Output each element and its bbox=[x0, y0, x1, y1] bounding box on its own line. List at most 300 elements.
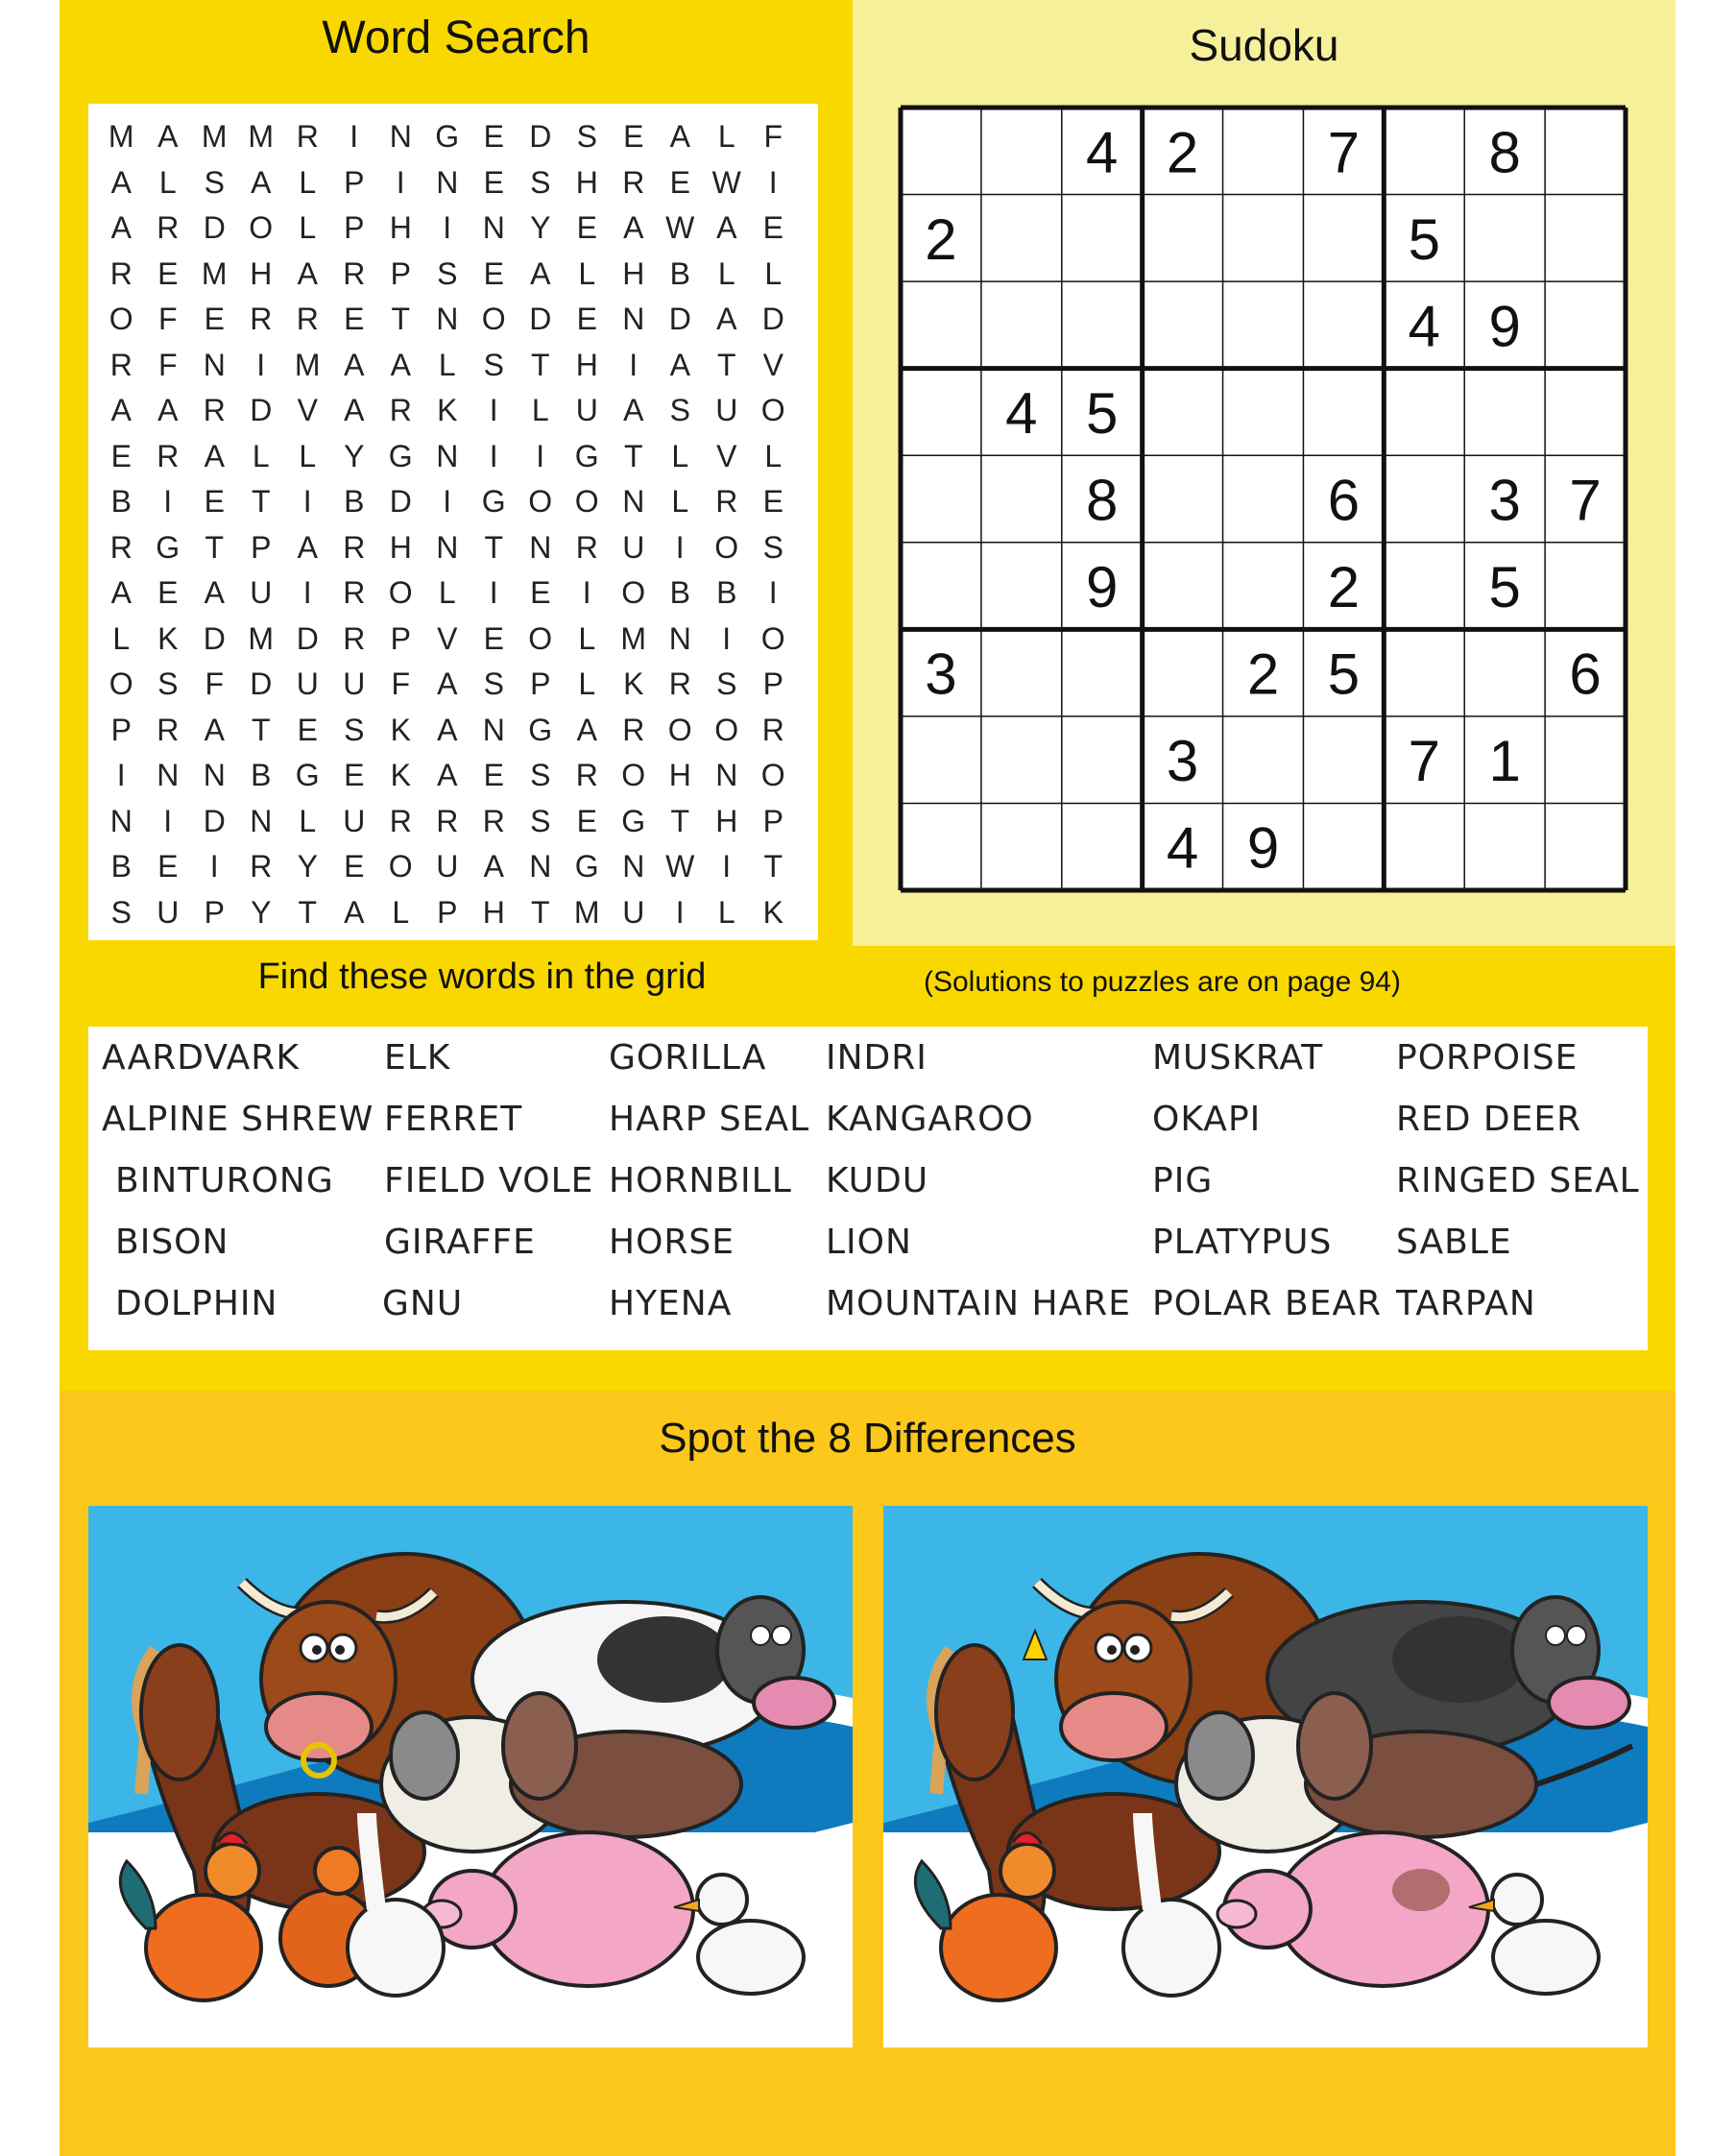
sudoku-cell[interactable] bbox=[1306, 198, 1381, 279]
word-search-letter: T bbox=[530, 894, 550, 930]
word-search-letter: O bbox=[108, 302, 133, 336]
word-search-letter: R bbox=[761, 712, 784, 747]
sudoku-cell[interactable] bbox=[904, 545, 978, 627]
sudoku-given-digit: 2 bbox=[1246, 642, 1280, 707]
word-search-letter: H bbox=[389, 210, 412, 245]
word-search-letter: S bbox=[110, 894, 132, 930]
word-search-letter: I bbox=[302, 575, 312, 610]
sudoku-cell[interactable] bbox=[1467, 198, 1542, 279]
sudoku-cell[interactable] bbox=[984, 284, 1059, 366]
sudoku-cell[interactable] bbox=[1065, 198, 1140, 279]
word-search-letter: H bbox=[622, 255, 645, 291]
word-list-item: RINGED SEAL bbox=[1396, 1161, 1640, 1200]
word-search-letter: P bbox=[762, 803, 783, 838]
word-search-letter: S bbox=[437, 255, 458, 291]
word-search-letter: M bbox=[248, 620, 275, 656]
word-search-letter: A bbox=[297, 255, 318, 291]
sudoku-cell[interactable] bbox=[1065, 284, 1140, 366]
word-search-letter: A bbox=[530, 255, 551, 291]
word-search-letter: F bbox=[157, 347, 178, 382]
word-search-letter: I bbox=[163, 803, 173, 838]
word-search-letter: E bbox=[204, 302, 225, 336]
word-search-letter: P bbox=[390, 255, 411, 291]
word-search-letter: L bbox=[299, 438, 317, 473]
word-search-letter: Y bbox=[530, 210, 551, 245]
word-search-letter: I bbox=[768, 164, 778, 200]
word-list-item: POLAR BEAR bbox=[1152, 1284, 1383, 1323]
sudoku-cell[interactable] bbox=[984, 110, 1059, 192]
word-search-letter: Y bbox=[297, 849, 318, 884]
word-search-letter: N bbox=[529, 529, 552, 565]
word-search-letter: R bbox=[575, 529, 598, 565]
sudoku-given-digit: 8 bbox=[1488, 120, 1521, 185]
word-search-letter: A bbox=[623, 210, 644, 245]
word-search-letter: V bbox=[297, 393, 318, 427]
word-search-letter: A bbox=[157, 393, 179, 427]
word-search-letter: L bbox=[578, 666, 596, 701]
sudoku-cell[interactable] bbox=[1306, 372, 1381, 453]
word-search-letter: H bbox=[250, 255, 273, 291]
word-search-letter: R bbox=[109, 255, 133, 291]
word-search-letter: P bbox=[762, 666, 783, 701]
word-search-letter: E bbox=[157, 575, 179, 610]
word-search-letter: A bbox=[110, 393, 132, 427]
word-search-letter: I bbox=[489, 438, 498, 473]
sudoku-cell[interactable] bbox=[1226, 545, 1301, 627]
word-list-item: KUDU bbox=[826, 1161, 929, 1200]
word-search-letter: U bbox=[250, 575, 273, 610]
word-search-letter: O bbox=[667, 712, 692, 747]
word-search-letter: S bbox=[530, 803, 551, 838]
word-search-letter: D bbox=[529, 302, 552, 336]
word-search-letter: R bbox=[343, 575, 366, 610]
word-search-letter: A bbox=[623, 393, 644, 427]
word-search-letter: U bbox=[157, 894, 180, 930]
word-search-letter: E bbox=[483, 758, 504, 792]
sudoku-given-digit: 5 bbox=[1408, 206, 1440, 272]
word-list-item: DOLPHIN bbox=[115, 1284, 278, 1323]
word-search-letter: B bbox=[669, 255, 690, 291]
word-search-letter: E bbox=[762, 484, 783, 519]
word-search-letter: E bbox=[762, 210, 783, 245]
sudoku-cell[interactable] bbox=[1386, 632, 1461, 714]
word-search-letter: N bbox=[529, 849, 552, 884]
sudoku-cell[interactable] bbox=[1065, 806, 1140, 887]
sudoku-cell[interactable] bbox=[1226, 284, 1301, 366]
word-search-letter: A bbox=[344, 347, 365, 382]
word-search-letter: A bbox=[576, 712, 597, 747]
word-search-letter: L bbox=[438, 575, 456, 610]
word-search-letter: A bbox=[344, 894, 365, 930]
word-search-row bbox=[98, 478, 797, 524]
word-list-item: MUSKRAT bbox=[1152, 1038, 1324, 1078]
word-search-letter: U bbox=[436, 849, 459, 884]
word-search-letter: L bbox=[299, 803, 317, 838]
word-search-letter: R bbox=[482, 803, 505, 838]
word-search-letter: E bbox=[483, 620, 504, 656]
sudoku-grid bbox=[897, 104, 1629, 894]
word-search-letter: L bbox=[764, 255, 783, 291]
sudoku-cell[interactable] bbox=[984, 458, 1059, 540]
sudoku-given-digit: 5 bbox=[1327, 642, 1361, 707]
word-list-item: KANGAROO bbox=[826, 1100, 1034, 1139]
word-search-letter: R bbox=[715, 484, 738, 519]
word-search-letter: R bbox=[203, 393, 226, 427]
sudoku-given-digit: 4 bbox=[1166, 815, 1199, 881]
sudoku-cell[interactable] bbox=[1386, 372, 1461, 453]
word-search-letter: P bbox=[437, 894, 458, 930]
word-search-letter: N bbox=[203, 347, 226, 382]
word-search-letter: W bbox=[711, 164, 741, 200]
word-search-letter: L bbox=[717, 119, 735, 154]
word-search-letter: T bbox=[391, 302, 411, 336]
word-search-letter: L bbox=[671, 484, 689, 519]
word-search-letter: L bbox=[671, 438, 689, 473]
word-search-letter: I bbox=[675, 894, 685, 930]
sudoku-cell[interactable] bbox=[904, 806, 978, 887]
word-search-letter: E bbox=[110, 438, 132, 473]
word-search-letter: O bbox=[528, 620, 553, 656]
word-search-letter: G bbox=[574, 438, 599, 473]
word-search-letter: E bbox=[344, 758, 365, 792]
word-list-title: Find these words in the grid bbox=[257, 957, 707, 997]
word-search-letter: R bbox=[157, 712, 180, 747]
word-search-letter: R bbox=[622, 164, 645, 200]
word-search-letter: V bbox=[716, 438, 737, 473]
sudoku-cell[interactable] bbox=[904, 110, 978, 192]
word-search-letter: U bbox=[296, 666, 319, 701]
word-search-letter: E bbox=[157, 849, 179, 884]
sudoku-cell[interactable] bbox=[984, 198, 1059, 279]
word-search-letter: N bbox=[622, 484, 645, 519]
word-search-letter: T bbox=[763, 849, 783, 884]
word-search-letter: L bbox=[112, 620, 131, 656]
sudoku-cell[interactable] bbox=[1548, 110, 1623, 192]
word-search-letter: L bbox=[578, 620, 596, 656]
word-search-letter: N bbox=[436, 529, 459, 565]
sudoku-cell[interactable] bbox=[1145, 632, 1220, 714]
word-search-letter: O bbox=[760, 620, 785, 656]
word-search-letter: N bbox=[436, 164, 459, 200]
word-search-letter: G bbox=[621, 803, 646, 838]
word-search-letter: R bbox=[436, 803, 459, 838]
sudoku-cell[interactable] bbox=[1386, 545, 1461, 627]
word-search-letter: B bbox=[669, 575, 690, 610]
word-search-letter: F bbox=[391, 666, 411, 701]
sudoku-cell[interactable] bbox=[984, 806, 1059, 887]
sudoku-cell[interactable] bbox=[904, 719, 978, 801]
word-search-letter: R bbox=[109, 529, 133, 565]
word-search-letter: D bbox=[529, 119, 552, 154]
word-search-letter: A bbox=[251, 164, 272, 200]
word-list-item: ELK bbox=[384, 1038, 451, 1078]
word-search-letter: R bbox=[343, 620, 366, 656]
word-list-item: MOUNTAIN HARE bbox=[826, 1284, 1131, 1323]
word-search-letter: P bbox=[344, 164, 365, 200]
word-list-item: HORSE bbox=[609, 1223, 735, 1262]
word-search-letter: L bbox=[438, 347, 456, 382]
sudoku-cell[interactable] bbox=[1548, 284, 1623, 366]
sudoku-cell[interactable] bbox=[1226, 110, 1301, 192]
sudoku-cell[interactable] bbox=[1145, 458, 1220, 540]
word-search-letter: P bbox=[251, 529, 272, 565]
word-search-letter: R bbox=[343, 255, 366, 291]
word-search-letter: T bbox=[484, 529, 504, 565]
word-search-letter: Y bbox=[344, 438, 365, 473]
sudoku-given-digit: 7 bbox=[1569, 468, 1602, 533]
word-search-letter: H bbox=[575, 347, 598, 382]
word-search-letter: S bbox=[483, 347, 504, 382]
word-search-letter: S bbox=[530, 758, 551, 792]
word-list-item: AARDVARK bbox=[102, 1038, 300, 1078]
sudoku-cell[interactable] bbox=[1306, 719, 1381, 801]
word-search-letter: A bbox=[110, 164, 132, 200]
word-search-letter: B bbox=[716, 575, 737, 610]
word-search-letter: I bbox=[443, 484, 452, 519]
word-list-item: PORPOISE bbox=[1396, 1038, 1578, 1078]
word-list-item: RED DEER bbox=[1396, 1100, 1582, 1139]
word-search-letter: N bbox=[250, 803, 273, 838]
word-list-item: GNU bbox=[382, 1284, 464, 1323]
word-search-letter: I bbox=[256, 347, 266, 382]
sudoku-cell[interactable] bbox=[1548, 806, 1623, 887]
word-search-letter: E bbox=[483, 164, 504, 200]
word-search-letter: S bbox=[576, 119, 597, 154]
sudoku-given-digit: 3 bbox=[1166, 729, 1199, 794]
word-search-letter: G bbox=[528, 712, 553, 747]
word-search-row bbox=[98, 616, 797, 662]
word-search-letter: F bbox=[763, 119, 783, 154]
word-search-letter: E bbox=[483, 119, 504, 154]
word-search-letter: A bbox=[437, 666, 458, 701]
word-search-letter: I bbox=[582, 575, 591, 610]
word-list-item: BISON bbox=[115, 1223, 229, 1262]
sudoku-given-digit: 7 bbox=[1327, 120, 1361, 185]
word-search-letter: N bbox=[157, 758, 180, 792]
sudoku-cell[interactable] bbox=[1226, 719, 1301, 801]
word-search-letter: H bbox=[389, 529, 412, 565]
sudoku-given-digit: 3 bbox=[1488, 468, 1521, 533]
word-search-letter: E bbox=[576, 210, 597, 245]
word-search-letter: F bbox=[157, 302, 178, 336]
sudoku-cell[interactable] bbox=[1226, 372, 1301, 453]
sudoku-given-digit: 6 bbox=[1569, 642, 1602, 707]
word-search-letter: B bbox=[110, 849, 132, 884]
word-search-letter: G bbox=[481, 484, 506, 519]
sudoku-cell[interactable] bbox=[984, 545, 1059, 627]
word-search-letter: I bbox=[675, 529, 685, 565]
sudoku-given-digit: 8 bbox=[1086, 468, 1119, 533]
sudoku-cell[interactable] bbox=[904, 372, 978, 453]
word-search-letter: I bbox=[629, 347, 639, 382]
sudoku-cell[interactable] bbox=[904, 284, 978, 366]
word-search-letter: L bbox=[299, 210, 317, 245]
word-search-row bbox=[98, 661, 797, 707]
word-search-letter: W bbox=[665, 849, 695, 884]
word-search-letter: R bbox=[109, 347, 133, 382]
word-search-letter: M bbox=[201, 255, 228, 291]
word-search-letter: O bbox=[388, 849, 413, 884]
sudoku-cell[interactable] bbox=[1065, 719, 1140, 801]
sudoku-cell[interactable] bbox=[984, 632, 1059, 714]
sudoku-given-digit: 2 bbox=[1327, 555, 1361, 620]
sudoku-cell[interactable] bbox=[1548, 372, 1623, 453]
sudoku-cell[interactable] bbox=[1467, 806, 1542, 887]
sudoku-cell[interactable] bbox=[1226, 458, 1301, 540]
word-list bbox=[88, 1027, 1648, 1350]
word-search-letter: I bbox=[396, 164, 405, 200]
word-search-letter: R bbox=[575, 758, 598, 792]
sudoku-cell[interactable] bbox=[1145, 284, 1220, 366]
word-search-letter: U bbox=[343, 803, 366, 838]
word-search-letter: S bbox=[669, 393, 690, 427]
sudoku-cell[interactable] bbox=[1467, 632, 1542, 714]
word-search-letter: N bbox=[668, 620, 691, 656]
word-search-letter: S bbox=[157, 666, 179, 701]
sudoku-cell[interactable] bbox=[1145, 545, 1220, 627]
word-search-letter: N bbox=[203, 758, 226, 792]
sudoku-given-digit: 4 bbox=[1005, 380, 1038, 446]
word-search-letter: A bbox=[390, 347, 411, 382]
word-search-letter: L bbox=[717, 894, 735, 930]
sudoku-cell[interactable] bbox=[1145, 372, 1220, 453]
word-search-row bbox=[98, 296, 797, 342]
word-search-letter: I bbox=[768, 575, 778, 610]
word-search-letter: T bbox=[670, 803, 690, 838]
sudoku-given-digit: 5 bbox=[1086, 380, 1119, 446]
word-search-letter: A bbox=[437, 712, 458, 747]
word-search-letter: P bbox=[390, 620, 411, 656]
word-search-letter: U bbox=[715, 393, 738, 427]
word-search-letter: D bbox=[203, 210, 226, 245]
sudoku-cell[interactable] bbox=[1386, 458, 1461, 540]
sudoku-cell[interactable] bbox=[1548, 719, 1623, 801]
word-search-letter: I bbox=[722, 849, 732, 884]
word-search-letter: L bbox=[158, 164, 177, 200]
word-list-item: BINTURONG bbox=[115, 1161, 334, 1200]
word-list-item: HORNBILL bbox=[609, 1161, 792, 1200]
word-list-item: GIRAFFE bbox=[384, 1223, 536, 1262]
word-search-letter: D bbox=[250, 393, 273, 427]
word-search-row bbox=[98, 524, 797, 570]
word-search-letter: R bbox=[668, 666, 691, 701]
sudoku-given-digit: 9 bbox=[1488, 294, 1521, 359]
word-list-item: SABLE bbox=[1396, 1223, 1512, 1262]
word-search-letter: E bbox=[157, 255, 179, 291]
word-search-letter: V bbox=[437, 620, 458, 656]
word-search-letter: D bbox=[250, 666, 273, 701]
sudoku-cell[interactable] bbox=[1145, 198, 1220, 279]
word-search-letter: P bbox=[530, 666, 551, 701]
word-search-letter: A bbox=[669, 347, 690, 382]
sudoku-title: Sudoku bbox=[1189, 20, 1339, 70]
word-search-letter: A bbox=[204, 438, 225, 473]
word-search-letter: A bbox=[483, 849, 504, 884]
sudoku-cell[interactable] bbox=[1386, 806, 1461, 887]
word-search-letter: T bbox=[251, 712, 271, 747]
word-list-item: HYENA bbox=[609, 1284, 733, 1323]
word-search-letter: M bbox=[108, 119, 134, 154]
sudoku-given-digit: 3 bbox=[925, 642, 957, 707]
word-list-item: FIELD VOLE bbox=[384, 1161, 594, 1200]
word-search-letter: A bbox=[110, 575, 132, 610]
word-search-letter: R bbox=[250, 302, 273, 336]
word-list-item: TARPAN bbox=[1396, 1284, 1536, 1323]
word-search-letter: U bbox=[622, 894, 645, 930]
word-search-letter: S bbox=[716, 666, 737, 701]
word-search-letter: H bbox=[715, 803, 738, 838]
word-search-letter: T bbox=[205, 529, 225, 565]
word-search-letter: M bbox=[620, 620, 647, 656]
sudoku-cell[interactable] bbox=[1548, 545, 1623, 627]
word-search-letter: P bbox=[204, 894, 225, 930]
sudoku-cell[interactable] bbox=[1386, 110, 1461, 192]
sudoku-cell[interactable] bbox=[1467, 372, 1542, 453]
word-search-letter: E bbox=[623, 119, 644, 154]
word-search-letter: O bbox=[108, 666, 133, 701]
word-search-letter: O bbox=[621, 758, 646, 792]
sudoku-given-digit: 9 bbox=[1086, 555, 1119, 620]
word-search-letter: L bbox=[252, 438, 270, 473]
word-list-item: LION bbox=[826, 1223, 912, 1262]
word-search-letter: R bbox=[296, 302, 319, 336]
sudoku-cell[interactable] bbox=[1226, 198, 1301, 279]
word-search-letter: M bbox=[294, 347, 321, 382]
word-search-letter: N bbox=[622, 302, 645, 336]
sudoku-cell[interactable] bbox=[1548, 198, 1623, 279]
sudoku-cell[interactable] bbox=[904, 458, 978, 540]
word-search-row bbox=[98, 889, 797, 935]
word-search-letter: U bbox=[575, 393, 598, 427]
word-search-letter: P bbox=[344, 210, 365, 245]
word-search-letter: A bbox=[344, 393, 365, 427]
word-search-letter: T bbox=[251, 484, 271, 519]
sudoku-cell[interactable] bbox=[1065, 632, 1140, 714]
word-search-letter: T bbox=[716, 347, 736, 382]
sudoku-cell[interactable] bbox=[1306, 806, 1381, 887]
word-search-letter: L bbox=[531, 393, 549, 427]
word-search-letter: I bbox=[349, 119, 359, 154]
word-search-letter: A bbox=[716, 302, 737, 336]
word-search-letter: D bbox=[203, 803, 226, 838]
word-search-letter: B bbox=[251, 758, 272, 792]
word-list-item: ALPINE SHREW bbox=[102, 1100, 374, 1139]
word-search-letter: M bbox=[573, 894, 600, 930]
word-list-item: GORILLA bbox=[609, 1038, 767, 1078]
word-search-letter: A bbox=[669, 119, 690, 154]
word-search-letter: S bbox=[483, 666, 504, 701]
word-search-row bbox=[98, 342, 797, 388]
word-search-letter: N bbox=[622, 849, 645, 884]
word-search-letter: O bbox=[574, 484, 599, 519]
word-search-letter: E bbox=[204, 484, 225, 519]
word-search-letter: H bbox=[482, 894, 505, 930]
word-search-letter: O bbox=[760, 758, 785, 792]
sudoku-cell[interactable] bbox=[984, 719, 1059, 801]
sudoku-cell[interactable] bbox=[1306, 284, 1381, 366]
word-search-row bbox=[98, 752, 797, 798]
word-search-letter: D bbox=[389, 484, 412, 519]
word-search-letter: O bbox=[249, 210, 274, 245]
word-search-letter: W bbox=[665, 210, 695, 245]
word-search-letter: K bbox=[623, 666, 644, 701]
word-search-row bbox=[98, 798, 797, 844]
word-search-letter: U bbox=[622, 529, 645, 565]
word-search-letter: L bbox=[392, 894, 410, 930]
word-search-letter: A bbox=[716, 210, 737, 245]
word-search-letter: P bbox=[110, 712, 132, 747]
word-search-letter: H bbox=[575, 164, 598, 200]
